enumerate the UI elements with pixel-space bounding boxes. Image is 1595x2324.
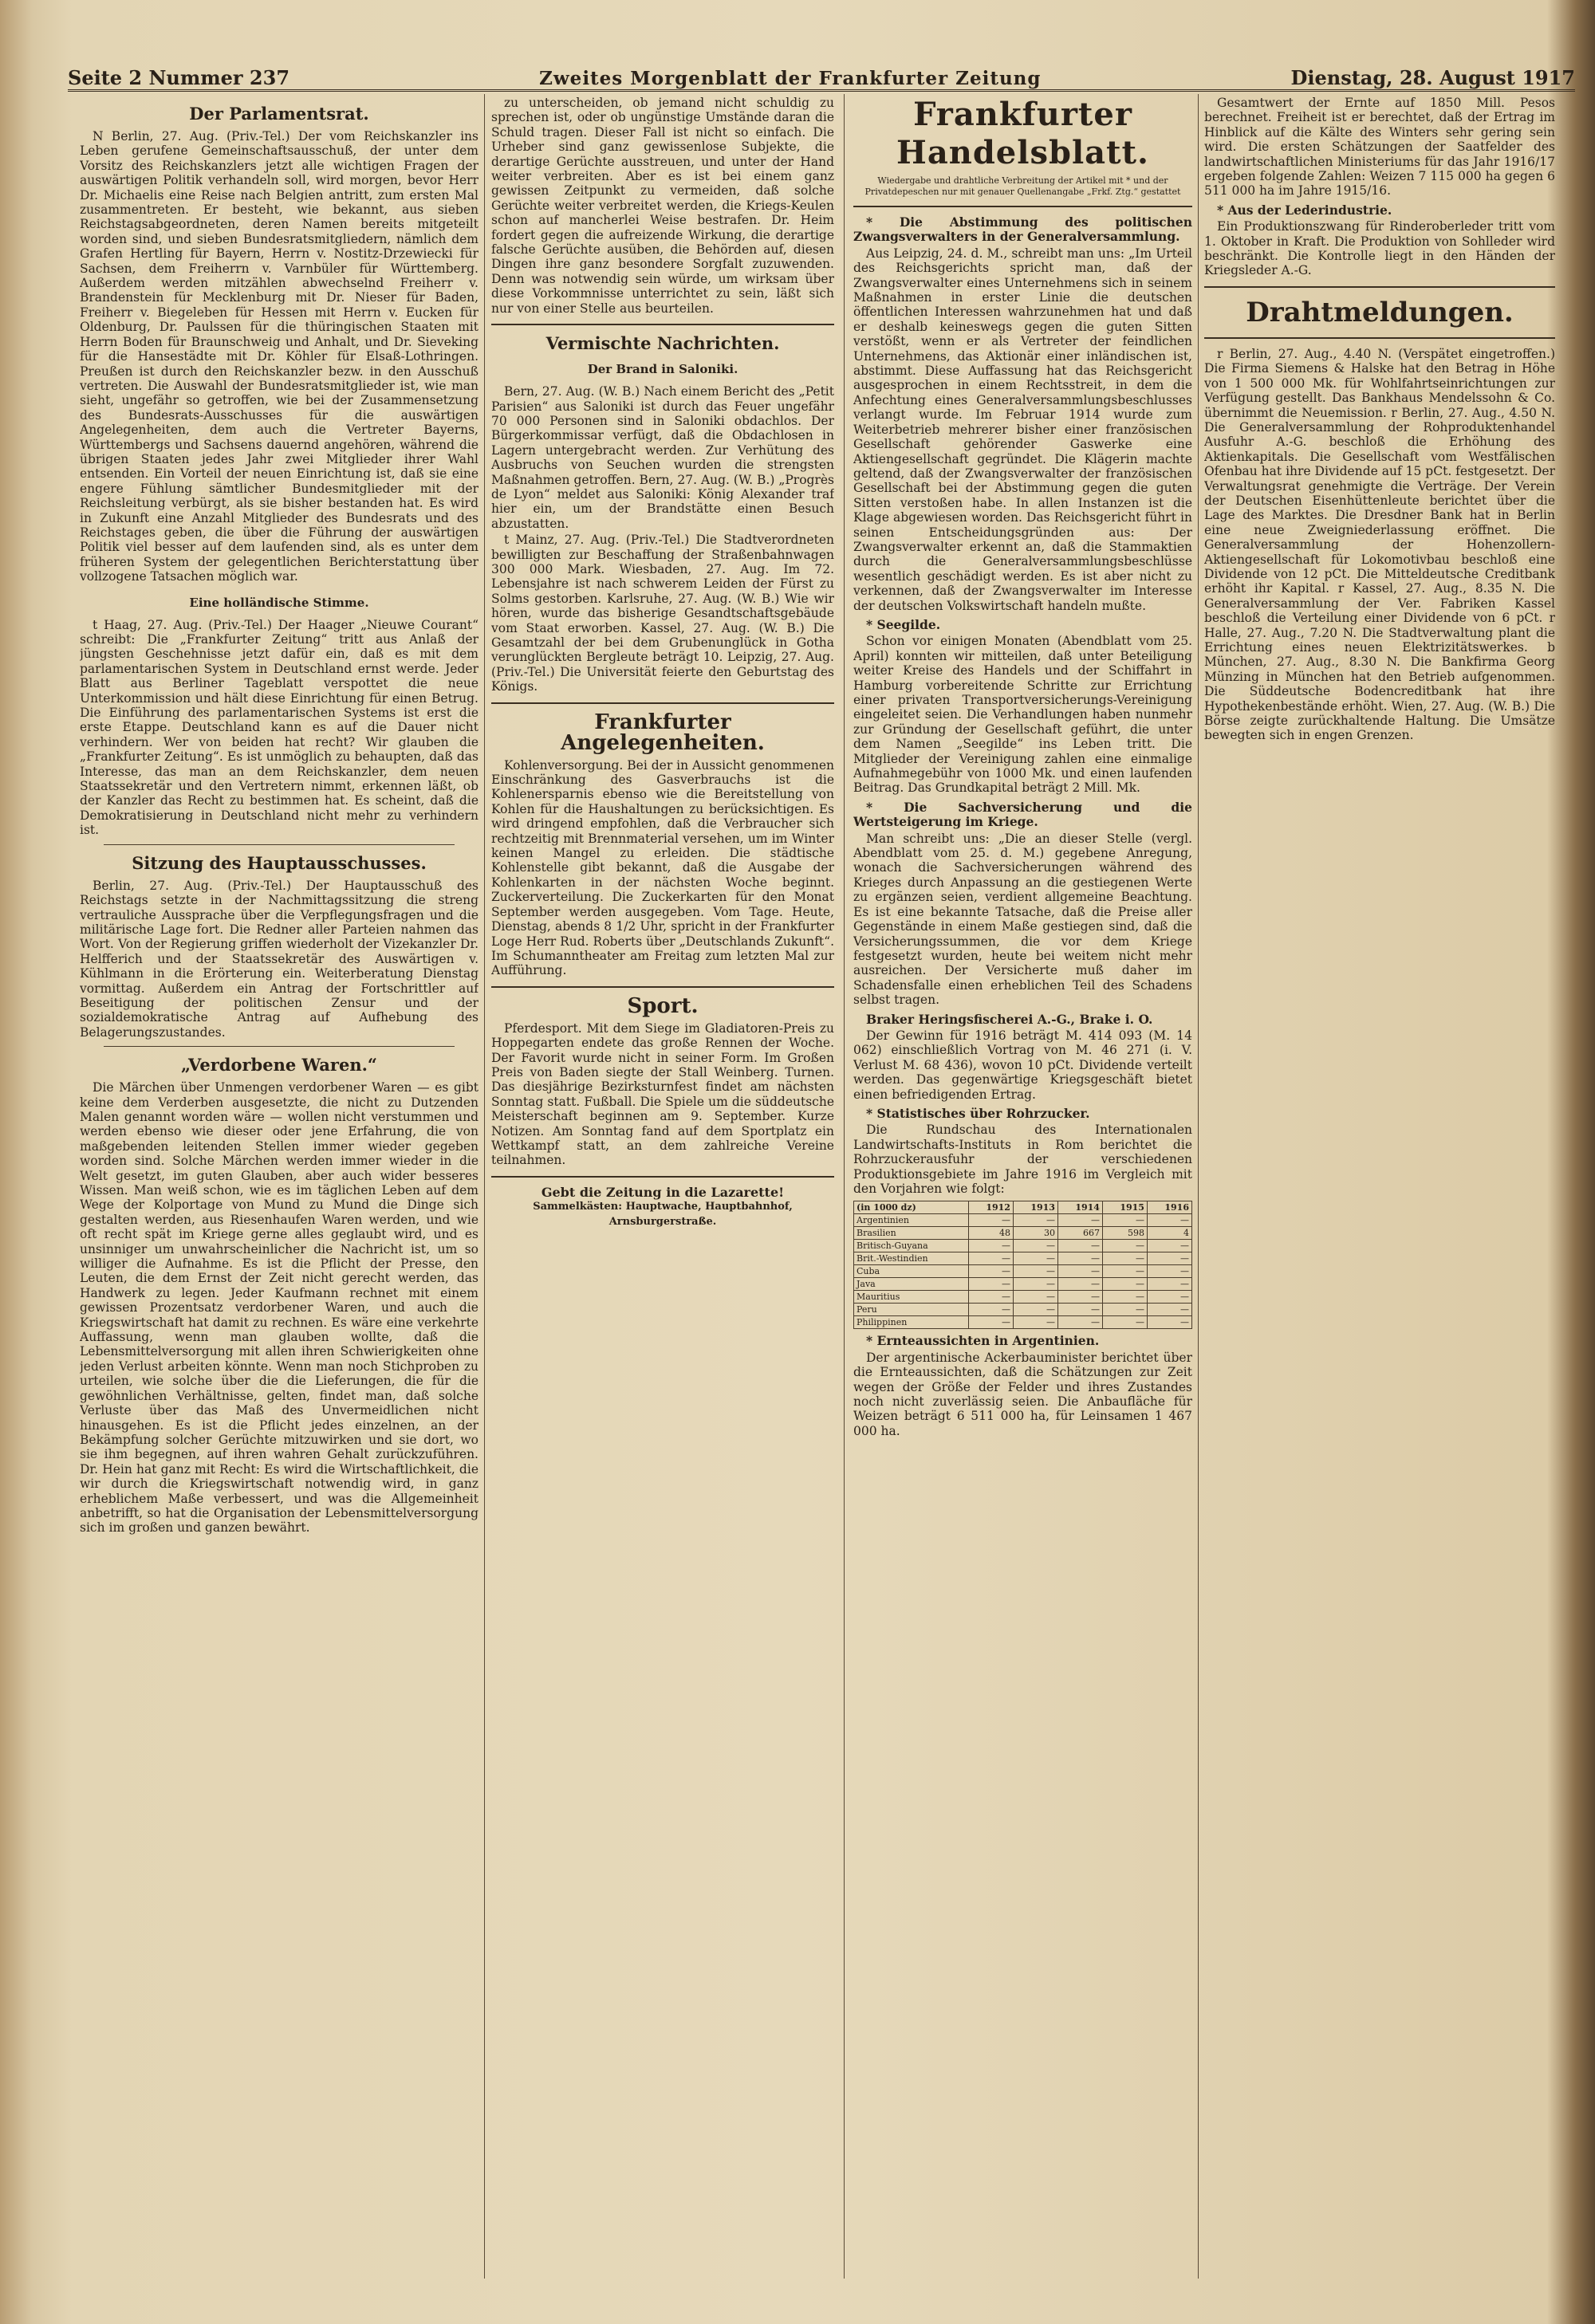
table-cell: —	[1013, 1291, 1057, 1304]
table-cell: Java	[854, 1278, 969, 1291]
article-body: Ein Produktionszwang für Rinderoberleder tritt vom 1. Oktober in Kraft. Die Produktion von Sohlleder wird beschränkt. Die Kontrolle liegt in den Händen der Kriegsleder A.-G.	[1204, 219, 1555, 278]
table-cell: —	[1013, 1240, 1057, 1252]
table-cell: Philippinen	[854, 1316, 969, 1329]
article-body: Der Gewinn für 1916 beträgt M. 414 093 (M. 14 062) einschließlich Vortrag von M. 46 271 (i. V. Verlust M. 68 436), wovon 10 pCt. Dividende verteilt werden. Das gegenwärtige Kriegsgeschäft bietet einen befriedigenden Ertrag.	[853, 1028, 1192, 1102]
table-row	[854, 1278, 1192, 1291]
table-cell: 667	[1057, 1227, 1102, 1240]
table-cell: —	[968, 1291, 1013, 1304]
table-row	[854, 1214, 1192, 1227]
column-rule	[844, 94, 845, 2279]
table-cell: —	[1102, 1214, 1147, 1227]
table-row	[854, 1265, 1192, 1278]
table-cell: —	[1147, 1265, 1191, 1278]
table-cell: —	[968, 1240, 1013, 1252]
table-cell: —	[1102, 1240, 1147, 1252]
table-cell: —	[1147, 1304, 1191, 1316]
table-cell: 30	[1013, 1227, 1057, 1240]
table-cell: Cuba	[854, 1265, 969, 1278]
table-header-cell: 1912	[968, 1201, 1013, 1214]
article-headline: * Die Abstimmung des politischen Zwangsverwalters in der Generalversammlung.	[853, 214, 1192, 245]
table-cell: Britisch-Guyana	[854, 1240, 969, 1252]
article-body: t Mainz, 27. Aug. (Priv.-Tel.) Die Stadtverordneten bewilligten zur Beschaffung der Straßenbahnwagen 300 000 Mark. Wiesbaden, 27. Aug. Im 72. Lebensjahre ist nach schwerem Leiden der Fürst zu Solms gestorben. Karlsruhe, 27. Aug. (W. B.) Wie wir hören, wurde das bisherige Gesandtschaftsgebäude vom Staat erworben. Kassel, 27. Aug. (W. B.) Die Gesamtzahl der bei dem Grubenunglück in Gotha verunglückten Bergleute beträgt 10. Leipzig, 27. Aug. (Priv.-Tel.) Die Universität feierte den Geburtstag des Königs.	[491, 533, 834, 694]
table-cell: —	[1147, 1316, 1191, 1329]
table-cell: —	[1057, 1240, 1102, 1252]
table-cell: —	[1102, 1278, 1147, 1291]
section-subtitle: Der Brand in Saloniki.	[587, 362, 738, 377]
section-title: Der Parlamentsrat.	[189, 104, 369, 124]
table-header-cell: 1913	[1013, 1201, 1057, 1214]
table-cell: —	[1013, 1265, 1057, 1278]
article-headline: * Seegilde.	[866, 616, 941, 632]
table-cell: —	[1102, 1252, 1147, 1265]
rohrzucker-table	[853, 1201, 1192, 1329]
column-1	[80, 96, 478, 2280]
article-headline: * Ernteaussichten in Argentinien.	[866, 1333, 1100, 1349]
table-header-cell: 1915	[1102, 1201, 1147, 1214]
column-2	[491, 96, 834, 2248]
section-title: Drahtmeldungen.	[1246, 296, 1514, 328]
article-headline: * Statistisches über Rohrzucker.	[866, 1105, 1090, 1121]
table-cell: —	[968, 1278, 1013, 1291]
article-headline: * Die Sachversicherung und die Wertsteigerung im Kriege.	[853, 799, 1192, 830]
article-headline: Braker Heringsfischerei A.-G., Brake i. O.	[866, 1011, 1153, 1027]
section-title: Frankfurter Angelegenheiten.	[561, 710, 765, 755]
article-body: t Haag, 27. Aug. (Priv.-Tel.) Der Haager „Nieuwe Courant“ schreibt: Die „Frankfurter Zeitung“ tritt aus Anlaß der jüngsten Geschehnisse jetzt dafür ein, daß es mit dem parlamentarischen System in Deutschland ernst werde. Jeder Blatt aus Berliner Tageblatt verspottet die neue Unterkommission und hält diese Einrichtung für einen Betrug. Die Einführung des parlamentarischen Systems ist erst die erste Etappe. Deutschland kann es auf die Dauer nicht verhindern. Wer von beiden hat recht? Wir glauben die „Frankfurter Zeitung“. Es ist unmöglich zu behaupten, daß das Interesse, das man an dem Reichskanzler, dem neuen Staatssekretär und den Vertretern nimmt, erkennen läßt, ob der Kanzler das Recht zu bestimmen hat. Es scheint, daß die Demokratisierung in Deutschland nicht mehr zu verhindern ist.	[80, 617, 478, 838]
table-header-cell: 1914	[1057, 1201, 1102, 1214]
table-cell: Brasilien	[854, 1227, 969, 1240]
table-cell: —	[1057, 1316, 1102, 1329]
table-cell: —	[1057, 1278, 1102, 1291]
table-cell: —	[968, 1304, 1013, 1316]
table-cell: 4	[1147, 1227, 1191, 1240]
table-row	[854, 1227, 1192, 1240]
table-cell: —	[1057, 1265, 1102, 1278]
table-cell: —	[1013, 1214, 1057, 1227]
column-rule	[484, 94, 485, 2279]
divider	[491, 986, 834, 988]
table-row	[854, 1291, 1192, 1304]
article-body: Die Märchen über Unmengen verdorbener Waren — es gibt keine dem Verderben ausgesetzte, die nicht zu Dutzenden Malen genannt worden wäre — wollen nicht verstummen und werden ebenso wie dieser oder jene Erfahrung, die von maßgebenden leitenden Stellen immer wieder gegeben worden sind. Solche Märchen werden immer wieder in die Welt gesetzt, im guten Glauben, aber auch wider besseres Wissen. Man weiß schon, wie es im täglichen Leben auf dem Wege der Kolportage von Mund zu Mund die Dinge sich gestalten werden, aus Riesenhaufen Waren werden, und wie oft recht spät im Kriege gerne alles geglaubt wird, und es unsinniger um unwahrscheinlicher die Nachricht ist, um so williger die Aufnahme. Es ist die Pflicht der Presse, den Leuten, die dem Ernst der Zeit nicht gerecht werden, das Handwerk zu legen. Jeder Kaufmann rechnet mit einem gewissen Prozentsatz verdorbener Waren, und auch die Kriegswirtschaft hat damit zu rechnen. Es wäre eine verkehrte Auffassung, wenn man glauben wollte, daß die Lebensmittelversorgung mit allen ihren Schwierigkeiten ohne jeden Verlust arbeiten könnte. Wenn man noch Stichproben zu urteilen, wie solche über die die Lieferungen, die für die gewöhnlichen Verhältnisse, gelten, findet man, daß solche Verluste über das Maß des Unvermeidlichen nicht hinausgehen. Es ist die Pflicht jedes einzelnen, an der Bekämpfung solcher Gerüchte mitzuwirken und sie dort, wo sie ihm begegnen, auf ihren wahren Gehalt zurückzuführen. Dr. Hein hat ganz mit Recht: Es wird die Wirtschaftlichkeit, die wir durch die Kriegswirtschaft notwendig wird, in ganz erheblichem Maße verbessert, und was die Allgemeinheit anbetrifft, so hat die Organisation der Lebensmittelversorgung sich im großen und ganzen bewährt.	[80, 1080, 478, 1536]
table-row	[854, 1240, 1192, 1252]
table-cell: —	[968, 1316, 1013, 1329]
table-cell: —	[1013, 1316, 1057, 1329]
article-body: Gesamtwert der Ernte auf 1850 Mill. Pesos berechnet. Freiheit ist er berechtet, daß der Ertrag im Hinblick auf die Kälte des Winters sehr gering sein wird. Die ersten Schätzungen der Saatfelder des landwirtschaftlichen Ministeriums für das Jahr 1916/17 ergeben folgende Zahlen: Weizen 7 115 000 ha gegen 6 511 000 ha im Jahre 1915/16.	[1204, 96, 1555, 199]
article-body: Man schreibt uns: „Die an dieser Stelle (vergl. Abendblatt vom 25. d. M.) gegebene Anregung, wonach die Sachversicherungen während des Krieges durch Anpassung an die gestiegenen Werte zu ergänzen seien, verdient allgemeine Beachtung. Es ist eine bekannte Tatsache, daß die Preise aller Gegenstände in einem Maße gestiegen sind, daß die Versicherungssummen, die vor dem Kriege festgesetzt wurden, heute bei weitem nicht mehr ausreichen. Der Versicherte muß daher im Schadensfalle einen erheblichen Teil des Schadens selbst tragen.	[853, 831, 1192, 1008]
divider	[491, 702, 834, 704]
section-title: Sport.	[627, 993, 699, 1018]
header-masthead: Zweites Morgenblatt der Frankfurter Zeitung	[539, 68, 1042, 89]
table-body	[854, 1214, 1192, 1329]
table-cell: —	[1013, 1278, 1057, 1291]
article-body: Bern, 27. Aug. (W. B.) Nach einem Bericht des „Petit Parisien“ aus Saloniki ist durch das Feuer ungefähr 70 000 Personen sind in Saloniki obdachlos. Der Bürgerkommissar verfügt, daß die Obdachlosen in Lagern untergebracht werden. Zur Verhütung des Ausbruchs von Seuchen wurden die strengsten Maßnahmen getroffen. Bern, 27. Aug. (W. B.) „Progrès de Lyon“ meldet aus Saloniki: König Alexander traf hier ein, um der Brandstätte einen Besuch abzustatten.	[491, 384, 834, 531]
article-body: Kohlenversorgung. Bei der in Aussicht genommenen Einschränkung des Gasverbrauchs ist die Kohlenersparnis ebenso wie die Bereitstellung von Kohlen für die Haushaltungen zu berücksichtigen. Es wird dringend empfohlen, daß die Verbraucher sich rechtzeitig mit Brennmaterial versehen, um im Winter keinen Mangel zu erleiden. Die städtische Kohlenstelle gibt bekannt, daß die Ausgabe der Kohlenkarten in der nächsten Woche beginnt. Zuckerverteilung. Die Zuckerkarten für den Monat September werden ausgegeben. Vom Tage. Heute, Dienstag, abends 8 1/2 Uhr, spricht in der Frankfurter Loge Herr Rud. Roberts über „Deutschlands Zukunft“. Im Schumanntheater am Freitag zum letzten Mal zur Aufführung.	[491, 757, 834, 978]
table-cell: —	[968, 1214, 1013, 1227]
article-body: Die Rundschau des Internationalen Landwirtschafts-Instituts in Rom berichtet die Rohrzuckerausfuhr der verschiedenen Produktionsgebiete im Jahre 1916 im Vergleich mit den Vorjahren wie folgt:	[853, 1123, 1192, 1196]
table-row	[854, 1252, 1192, 1265]
table-cell: —	[1057, 1291, 1102, 1304]
article-body: Schon vor einigen Monaten (Abendblatt vom 25. April) konnten wir mitteilen, daß unter Beteiligung weiter Kreise des Handels und der Schiffahrt in Hamburg vorbereitende Schritte zur Errichtung einer privaten Transportversicherungs-Vereinigung eingeleitet seien. Die Verhandlungen haben nunmehr zur Gründung der Gesellschaft geführt, die unter dem Namen „Seegilde“ ins Leben tritt. Die Mitglieder der Vereinigung zahlen eine einmalige Aufnahmegebühr von 1000 Mk. und einen laufenden Beitrag. Das Grundkapital beträgt 2 Mill. Mk.	[853, 634, 1192, 796]
column-3	[853, 96, 1192, 2304]
table-cell: —	[1147, 1252, 1191, 1265]
divider	[1204, 286, 1555, 288]
table-header-cell: (in 1000 dz)	[854, 1201, 969, 1214]
section-title: Eine holländische Stimme.	[189, 595, 369, 610]
article-headline: * Aus der Lederindustrie.	[1217, 202, 1392, 218]
table-cell: 598	[1102, 1227, 1147, 1240]
header-page-number: Seite 2 Nummer 237	[68, 66, 290, 89]
table-cell: —	[1102, 1304, 1147, 1316]
table-cell: —	[1013, 1252, 1057, 1265]
table-cell: —	[1147, 1291, 1191, 1304]
column-4	[1204, 96, 1555, 2296]
divider	[491, 324, 834, 325]
column-rule	[1198, 94, 1199, 2279]
article-body: Der argentinische Ackerbauminister berichtet über die Ernteaussichten, daß die Schätzungen zur Zeit wegen der Größe der Felder und ihres Zustandes noch nicht zuverlässig seien. Die Anbaufläche für Weizen beträgt 6 511 000 ha, für Leinsamen 1 467 000 ha.	[853, 1350, 1192, 1438]
table-cell: —	[1102, 1316, 1147, 1329]
table-cell: 48	[968, 1227, 1013, 1240]
divider	[1204, 337, 1555, 339]
table-cell: —	[1147, 1214, 1191, 1227]
section-title: Vermischte Nachrichten.	[545, 333, 780, 354]
article-body: zu unterscheiden, ob jemand nicht schuldig zu sprechen ist, oder ob ungünstige Umstände daran die Schuld tragen. Dieser Fall ist nicht so einfach. Die Urheber sind ganz gewissenlose Subjekte, die derartige Gerüchte ausstreuen, und unter der Hand weiter verbreiten. Aber es ist bei einem ganz gewissen Zeitpunkt zu vermeiden, daß solche Gerüchte weiter verbreitet werden, die Kriegs-Keulen schon auf mancherlei Weise bestrafen. Dr. Heim fordert gegen die aufreizende Wirkung, die derartige falsche Gerüchte ausüben, die Behörden auf, diesen Dingen ihre ganz besondere Sorgfalt zuzuwenden. Denn was notwendig sein würde, um wirksam über diese Vorkommnisse unterrichtet zu sein, läßt sich nur von einer Stelle aus beurteilen.	[491, 96, 834, 316]
header-date: Dienstag, 28. August 1917	[1290, 66, 1575, 89]
table-cell: —	[1013, 1304, 1057, 1316]
table-cell: —	[1147, 1240, 1191, 1252]
article-body: Berlin, 27. Aug. (Priv.-Tel.) Der Hauptausschuß des Reichstags setzte in der Nachmittagssitzung die streng vertrauliche Aussprache über die Verpflegungsfragen und die militärische Lage fort. Die Redner aller Parteien nahmen das Wort. Von der Regierung griffen wiederholt der Vizekanzler Dr. Helfferich und der Staatssekretär des Auswärtigen v. Kühlmann in die Erörterung ein. Weiterberatung Dienstag vormittag. Außerdem ein Antrag der Fortschrittler auf Beseitigung der politischen Zensur und der sozialdemokratische Antrag auf Aufhebung des Belagerungszustandes.	[80, 878, 478, 1040]
table-cell: —	[968, 1252, 1013, 1265]
table-header-row	[854, 1201, 1192, 1214]
section-masthead: Frankfurter Handelsblatt.	[896, 96, 1149, 171]
table-row	[854, 1304, 1192, 1316]
table-cell: —	[1147, 1278, 1191, 1291]
notice-subtitle: Sammelkästen: Hauptwache, Hauptbahnhof, Arnsburgerstraße.	[533, 1201, 793, 1228]
divider	[491, 1176, 834, 1178]
reprint-notice: Wiedergabe und drahtliche Verbreitung der Artikel mit * und der Privatdepeschen nur mit genauer Quellenangabe „Frkf. Ztg.“ gestattet	[864, 175, 1181, 197]
table-row	[854, 1316, 1192, 1329]
table-cell: —	[1057, 1252, 1102, 1265]
table-header-cell: 1916	[1147, 1201, 1191, 1214]
article-body: Pferdesport. Mit dem Siege im Gladiatoren-Preis zu Hoppegarten endete das große Rennen der Woche. Der Favorit wurde nicht in seiner Form. Im Großen Preis von Baden siegte der Stall Weinberg. Turnen. Das diesjährige Bezirksturnfest findet am nächsten Sonntag statt. Fußball. Die Spiele um die süddeutsche Meisterschaft beginnen am 9. September. Kurze Notizen. Am Sonntag fand auf dem Sportplatz ein Wettkampf statt, an dem zahlreiche Vereine teilnahmen.	[491, 1020, 834, 1168]
table-cell: Argentinien	[854, 1214, 969, 1227]
table-cell: Brit.-Westindien	[854, 1252, 969, 1265]
article-body: N Berlin, 27. Aug. (Priv.-Tel.) Der vom Reichskanzler ins Leben gerufene Gemeinschaftsausschuß, der unter dem Vorsitz des Reichskanzlers jetzt alle wichtigen Fragen der auswärtigen Politik verhandeln soll, wird morgen, bevor Herr Dr. Michaelis eine Reise nach Belgien antritt, zum ersten Mal zusammentreten. Er besteht, wie bekannt, aus sieben Reichstagsabgeordneten, deren Namen bereits mitgeteilt worden sind, und sieben Bundesratsmitgliedern, nämlich dem Grafen Hertling für Bayern, Herrn v. Nostitz-Drzewiecki für Sachsen, dem Freiherrn v. Varnbüler für Württemberg. Außerdem werden mitzählen abwechselnd Freiherr v. Brandenstein für Mecklenburg mit Dr. Nieser für Baden, Freiherr v. Biegeleben für Hessen mit Herrn v. Eucken für Oldenburg, Dr. Paulssen für die thüringischen Staaten mit Herrn Boden für Braunschweig und Anhalt, und Dr. Sieveking für die Hansestädte mit Dr. Köhler für Elsaß-Lothringen. Preußen ist durch den Reichskanzler bezw. in den Ausschuß vertreten. Die Auswahl der Bundesratsmitglieder ist, wie man sieht, ungefähr so getroffen, wie bei der Zusammensetzung des Bundesrats-Ausschusses für die auswärtigen Angelegenheiten, dem auch die Vertreter Bayerns, Württembergs und Sachsens dauernd angehören, während die übrigen Staaten jedes Jahr zwei Mitglieder ihrer Wahl entsenden. Ein Vorteil der neuen Einrichtung ist, daß sie eine engere Fühlung sämtlicher Bundesmitglieder mit der Reichsleitung verbürgt, als sie bisher bestanden hat. Es wird in Zukunft eine Anzahl Mitglieder des Bundesrats und des Reichstages geben, die über die Führung der auswärtigen Politik viel besser auf dem laufenden sind, als es unter dem früheren System der gelegentlichen Berichterstattung über vollzogene Tatsachen möglich war.	[80, 129, 478, 584]
section-title: Sitzung des Hauptausschusses.	[132, 852, 427, 873]
table-cell: —	[1102, 1291, 1147, 1304]
article-body: r Berlin, 27. Aug., 4.40 N. (Verspätet eingetroffen.) Die Firma Siemens & Halske hat den Betrag in Höhe von 1 500 000 Mk. für Wohlfahrtseinrichtungen zur Verfügung gestellt. Das Bankhaus Mendelssohn & Co. übernimmt die Neuemission. r Berlin, 27. Aug., 4.50 N. Die Generalversammlung der Rohproduktenhandel Ausfuhr A.-G. beschloß die Erhöhung des Aktienkapitals. Die Gesellschaft vom Westfälischen Ofenbau hat ihre Dividende auf 15 pCt. festgesetzt. Der Verwaltungsrat genehmigte die Verträge. Der Verein der Deutschen Eisenhüttenleute berichtet über die Lage des Marktes. Die Dresdner Bank hat in Berlin eine neue Zweigniederlassung eröffnet. Die Generalversammlung der Hohenzollern-Aktiengesellschaft für Lokomotivbau beschloß eine Dividende von 12 pCt. Die Mitteldeutsche Creditbank erhöht ihr Kapital. r Kassel, 27. Aug., 8.35 N. Die Generalversammlung der Ver. Fabriken Kassel beschloß die Verteilung einer Dividende von 6 pCt. r Halle, 27. Aug., 7.20 N. Die Stadtverwaltung plant die Errichtung eines neuen Elektrizitätswerkes. b München, 27. Aug., 8.30 N. Die Bankfirma Georg Münzing in München hat den Betrieb aufgenommen. Die Süddeutsche Bodencreditbank hat ihre Hypothekenbestände erhöht. Wien, 27. Aug. (W. B.) Die Börse zeigte zurückhaltende Haltung. Die Umsätze bewegten sich in engen Grenzen.	[1204, 346, 1555, 743]
notice-title: Gebt die Zeitung in die Lazarette!	[541, 1184, 785, 1200]
table-cell: —	[1057, 1304, 1102, 1316]
table-cell: —	[968, 1265, 1013, 1278]
table-cell: Mauritius	[854, 1291, 969, 1304]
divider	[104, 844, 455, 845]
article-body: Aus Leipzig, 24. d. M., schreibt man uns: „Im Urteil des Reichsgerichts spricht man, daß der Zwangsverwalter eines Unternehmens sich in seinem Maßnahmen in erster Linie die deutschen öffentlichen Interessen wahrzunehmen hat und daß er deshalb keineswegs gegen die guten Sitten verstößt, wenn er als Vertreter der feindlichen Unternehmens, das Aktionär einer inländischen ist, abstimmt. Diese Auffassung hat das Reichsgericht ausgesprochen in einem Rechtsstreit, in dem die Anfechtung eines Generalversammlungsbeschlusses verlangt wurde. Im Februar 1914 wurde zum Weiterbetrieb mehrerer bisher einer französischen Gesellschaft gehörender Gaswerke eine Aktiengesellschaft gegründet. Die Klägerin machte geltend, daß der Zwangsverwalter der französischen Gesellschaft bei der Abstimmung gegen die guten Sitten verstoßen habe. In allen Instanzen ist die Klage abgewiesen worden. Das Reichsgericht führt in seinen Entscheidungsgründen aus: Der Zwangsverwalter erkennt an, daß die Stammaktien durch die Generalversammlungsbeschlüsse wesentlich geschädigt werden. Es ist aber nicht zu verkennen, daß der Zwangsverwalter im Interesse der deutschen Volkswirtschaft handeln mußte.	[853, 246, 1192, 613]
table-cell: —	[1057, 1214, 1102, 1227]
divider	[104, 1046, 455, 1047]
table-cell: Peru	[854, 1304, 969, 1316]
table-cell: —	[1102, 1265, 1147, 1278]
page-header	[68, 62, 1575, 92]
section-title: „Verdorbene Waren.“	[181, 1055, 377, 1075]
divider	[853, 206, 1192, 207]
